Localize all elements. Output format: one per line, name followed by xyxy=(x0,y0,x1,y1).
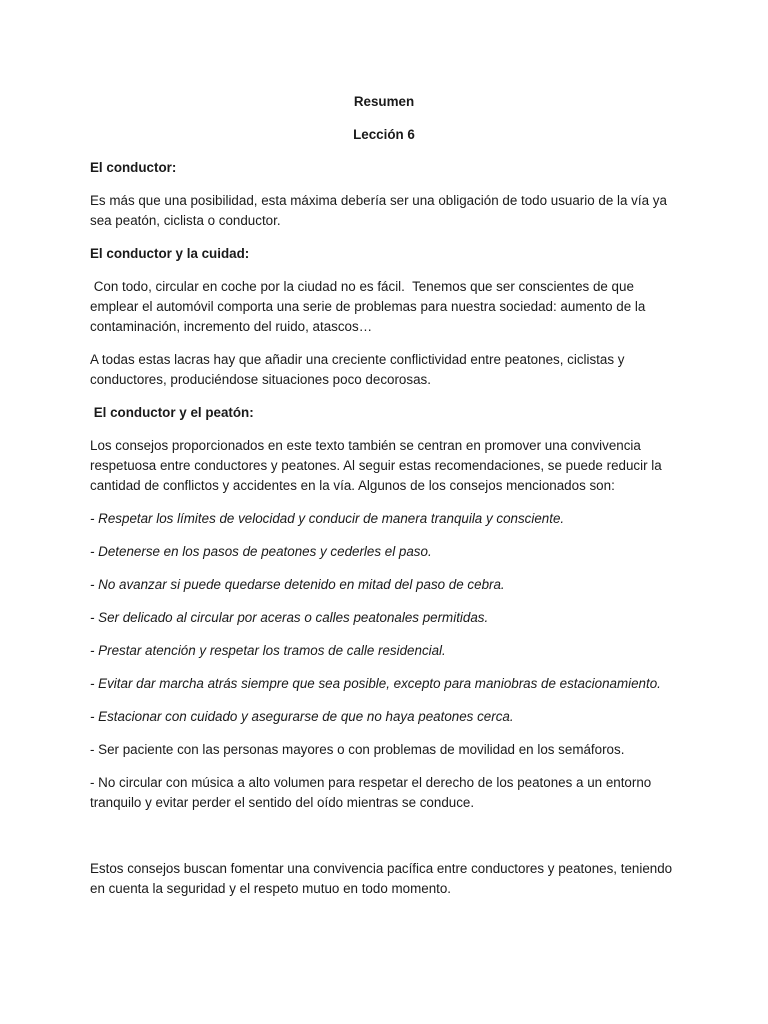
section-paragraph: Con todo, circular en coche por la ciudad no es fácil. Tenemos que ser conscientes de que emplear el automóvil comporta una serie de problemas para nuestra sociedad: aumento de la contaminación, incremento del ruido, atascos… xyxy=(90,279,650,334)
advice-item: - No avanzar si puede quedarse detenido en mitad del paso de cebra. xyxy=(90,577,505,592)
advice-item: - Prestar atención y respetar los tramos de calle residencial. xyxy=(90,643,446,658)
advice-item: - No circular con música a alto volumen para respetar el derecho de los peatones a un entorno tranquilo y evitar perder el sentido del oído mientras se conduce. xyxy=(90,775,652,810)
section-paragraph: Es más que una posibilidad, esta máxima debería ser una obligación de todo usuario de la vía ya sea peatón, ciclista o conductor. xyxy=(90,193,667,228)
section-heading-peaton: El conductor y el peatón: xyxy=(90,405,254,420)
advice-item: - Detenerse en los pasos de peatones y cederles el paso. xyxy=(90,544,432,559)
document-title: Resumen xyxy=(353,94,415,109)
advice-item: - Estacionar con cuidado y asegurarse de que no haya peatones cerca. xyxy=(90,709,514,724)
lesson-subtitle: Lección 6 xyxy=(353,127,415,142)
section-paragraph: A todas estas lacras hay que añadir una creciente conflictividad entre peatones, ciclistas y conductores, produciéndose situaciones poco decorosas. xyxy=(90,352,625,387)
conclusion-paragraph: Estos consejos buscan fomentar una convivencia pacífica entre conductores y peatones, teniendo en cuenta la seguridad y el respeto mutuo en todo momento. xyxy=(90,861,673,896)
section-heading-ciudad: El conductor y la cuidad: xyxy=(90,246,250,261)
advice-item: - Ser paciente con las personas mayores o con problemas de movilidad en los semáforos. xyxy=(90,742,625,757)
advice-item: - Evitar dar marcha atrás siempre que sea posible, excepto para maniobras de estacionamiento. xyxy=(90,676,661,691)
section-heading-conductor: El conductor: xyxy=(90,160,177,175)
section-paragraph: Los consejos proporcionados en este texto también se centran en promover una convivencia respetuosa entre conductores y peatones. Al seguir estas recomendaciones, se puede reducir la cantidad de conflictos y accidentes en la vía. Algunos de los consejos mencionados son: xyxy=(90,438,662,493)
advice-item: - Respetar los límites de velocidad y conducir de manera tranquila y consciente. xyxy=(90,511,565,526)
advice-item: - Ser delicado al circular por aceras o calles peatonales permitidas. xyxy=(90,610,489,625)
